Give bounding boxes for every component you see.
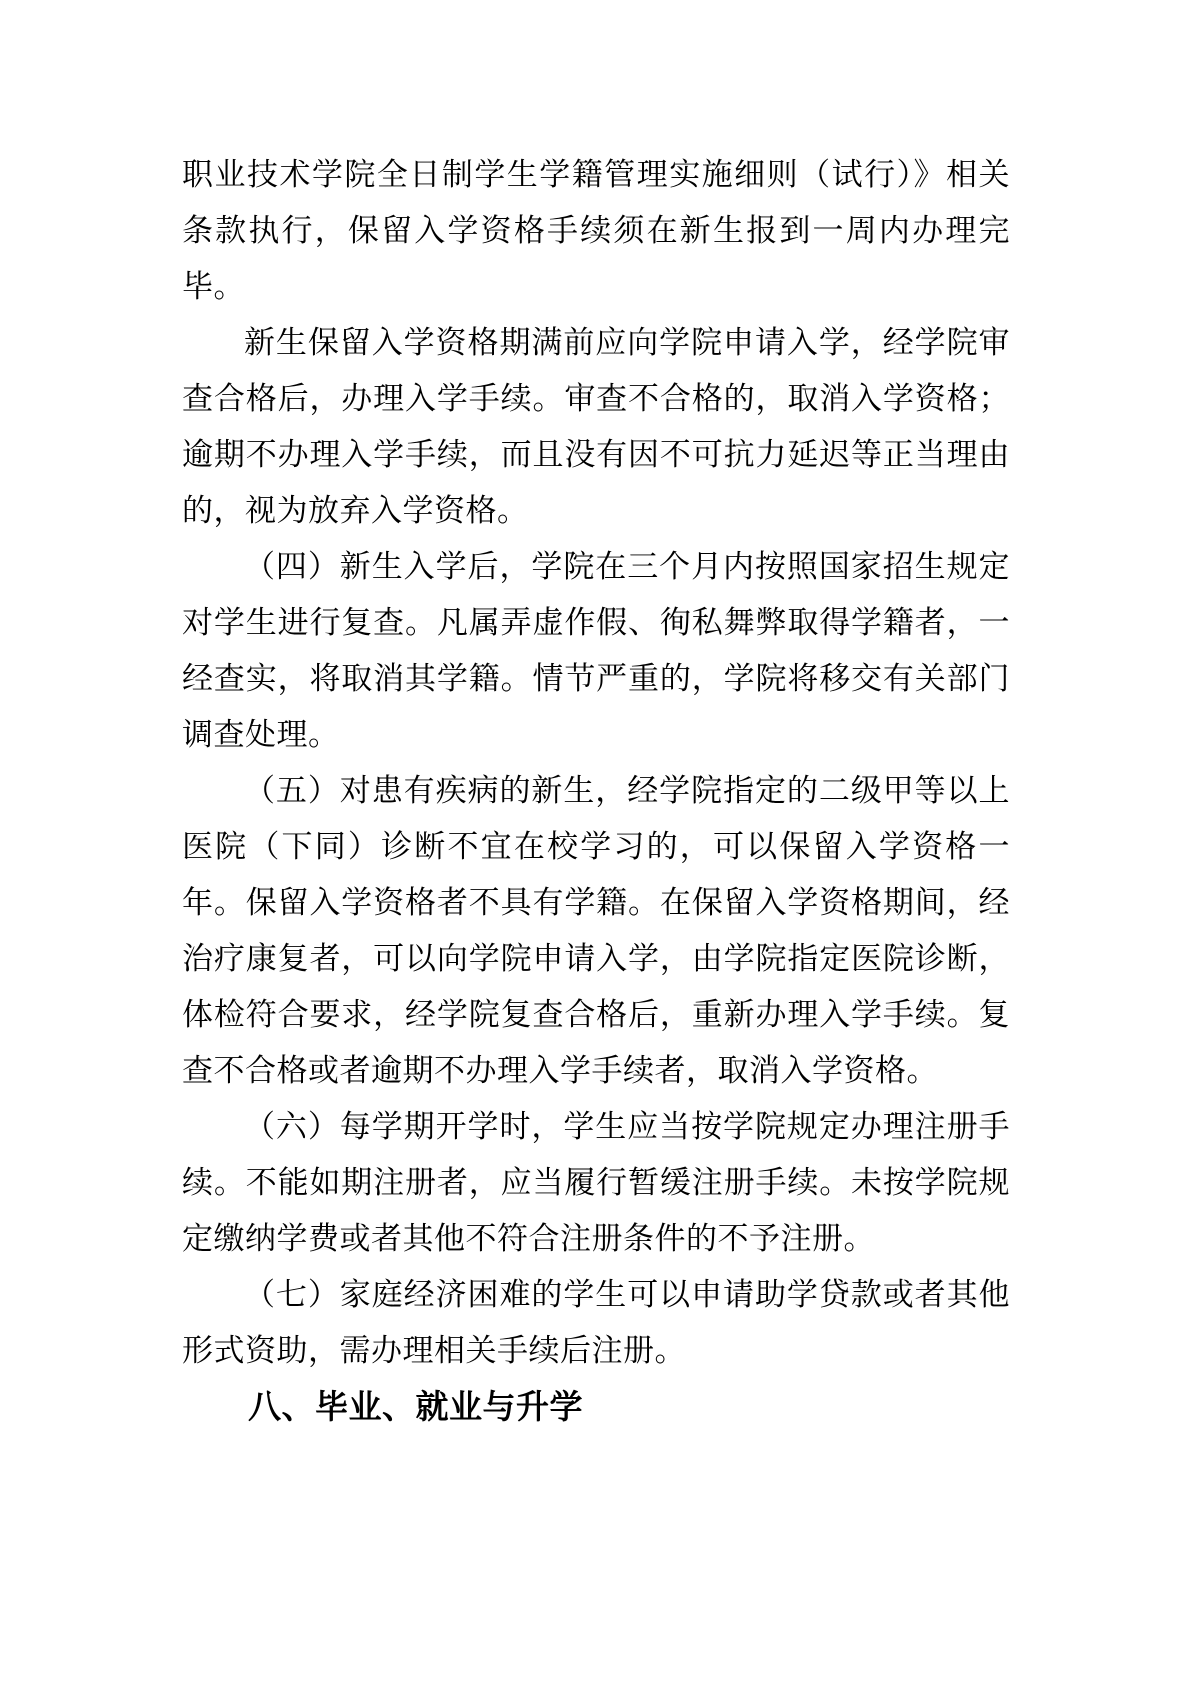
paragraph-item-5: （五）对患有疾病的新生，经学院指定的二级甲等以上医院（下同）诊断不宜在校学习的，可以保留入学资格一年。保留入学资格者不具有学籍。在保留入学资格期间，经治疗康复者，可以向学院申请入学，由学院指定医院诊断，体检符合要求，经学院复查合格后，重新办理入学手续。复查不合格或者逾期不办理入学手续者，取消入学资格。 xyxy=(182,773,1010,1088)
paragraph-item-4: （四）新生入学后，学院在三个月内按照国家招生规定对学生进行复查。凡属弄虚作假、徇私舞弊取得学籍者，一经查实，将取消其学籍。情节严重的，学院将移交有关部门调查处理。 xyxy=(182,549,1010,752)
paragraph-reserve-admission: 新生保留入学资格期满前应向学院申请入学，经学院审查合格后，办理入学手续。审查不合格的，取消入学资格；逾期不办理入学手续，而且没有因不可抗力延迟等正当理由的，视为放弃入学资格。 xyxy=(182,325,1010,528)
paragraph-item-6: （六）每学期开学时，学生应当按学院规定办理注册手续。不能如期注册者，应当履行暂缓注册手续。未按学院规定缴纳学费或者其他不符合注册条件的不予注册。 xyxy=(182,1109,1010,1256)
page-content xyxy=(182,147,1010,1435)
section-heading: 八、毕业、就业与升学 xyxy=(248,1388,583,1425)
paragraph-continuation: 职业技术学院全日制学生学籍管理实施细则（试行）》相关条款执行，保留入学资格手续须在新生报到一周内办理完毕。 xyxy=(182,157,1010,304)
paragraph-item-7: （七）家庭经济困难的学生可以申请助学贷款或者其他形式资助，需办理相关手续后注册。 xyxy=(182,1277,1010,1368)
